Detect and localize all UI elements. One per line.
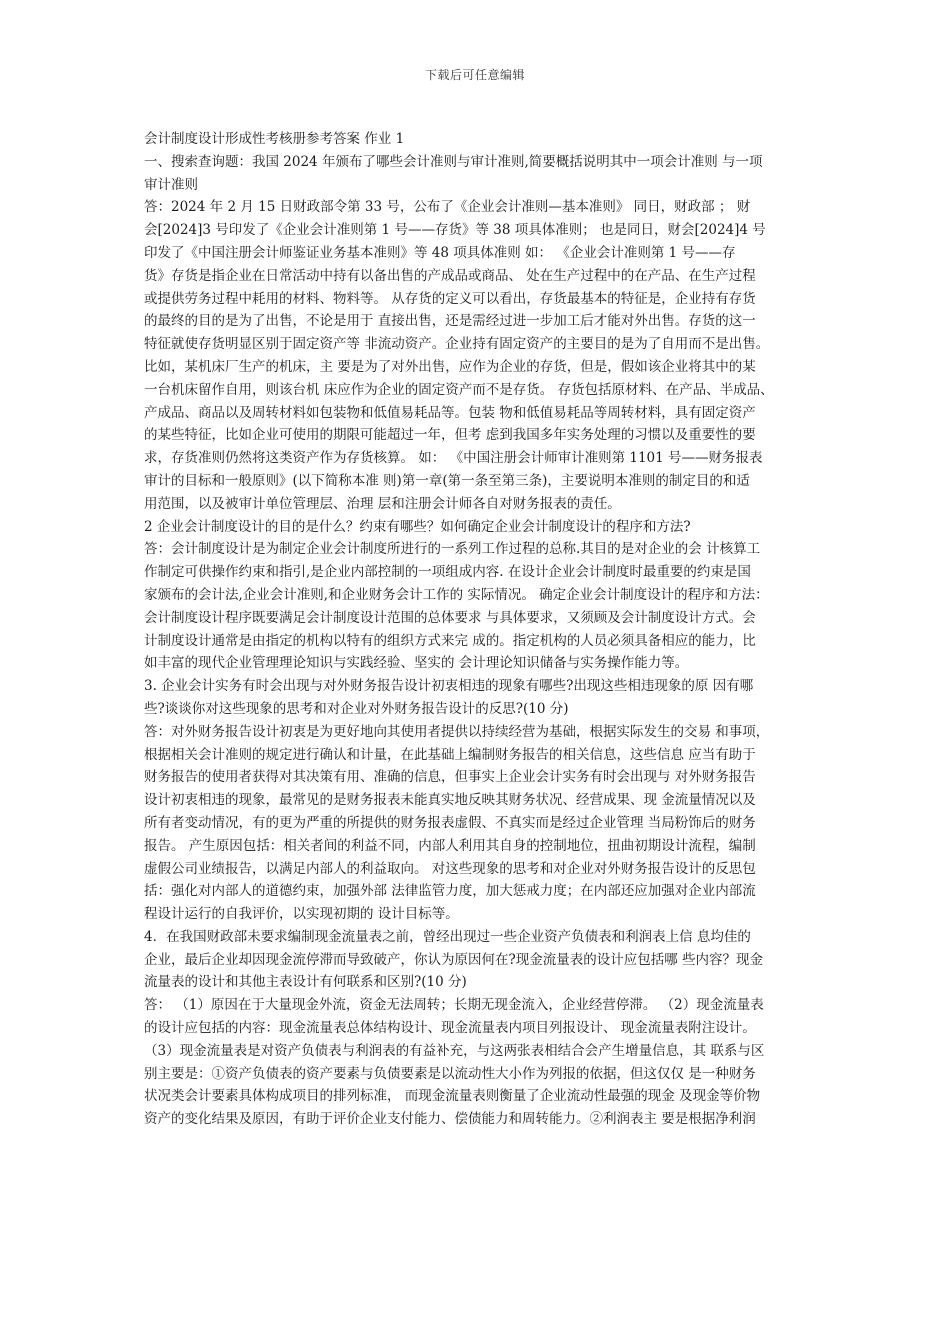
- document-line: 程设计运行的自我评价，以实现初期的 设计目标等。: [144, 906, 459, 923]
- document-line: 状况类会计要素具体构成项目的排列标准， 而现金流量表则衡量了企业流动性最强的现金 及现金等价物: [144, 1088, 761, 1105]
- document-line: （3）现金流量表是对资产负债表与利润表的有益补充，与这两张表相结合会产生增量信息，其 联系与区: [144, 1042, 765, 1059]
- document-line: 的最终的目的是为了出售，不论是用于 直接出售，还是需经过进一步加工后才能对外出售。存货的这一: [144, 313, 756, 330]
- document-line: 会计制度设计程序既要满足会计制度设计范围的总体要求 与具体要求，又须顾及会计制度设计方式。会: [144, 609, 756, 626]
- document-line: 答：会计制度设计是为制定企业会计制度所进行的一系列工作过程的总称.其目的是对企业的会 计核算工: [144, 541, 761, 558]
- document-line: 货》存货是指企业在日常活动中持有以备出售的产成品或商品、 处在生产过程中的在产品、在生产过程: [144, 267, 756, 284]
- document-line: 作制定可供操作约束和指引,是企业内部控制的一项组成内容. 在设计企业会计制度时最重要的约束是国: [144, 564, 751, 581]
- document-line: 设计初衷相违的现象，最常见的是财务报表未能真实地反映其财务状况、经营成果、现 金流量情况以及: [144, 792, 756, 809]
- document-line: 一、搜索查询题：我国 2024 年颁布了哪些会计准则与审计准则,简要概括说明其中一项会计准则 与一项: [144, 153, 763, 170]
- document-line: 比如，某机床厂生产的机床，主 要是为了对外出售，应作为企业的存货，但是，假如该企业将其中的某: [144, 358, 756, 375]
- document-line: 印发了《中国注册会计师鉴证业务基本准则》等 48 项具体准则 如： 《企业会计准则第 1 号——存: [144, 244, 736, 261]
- document-line: 用范围，以及被审计单位管理层、治理 层和注册会计师各自对财务报表的责任。: [144, 495, 621, 512]
- document-line: 如丰富的现代企业管理理论知识与实践经验、坚实的 会计理论知识储备与实务操作能力等。: [144, 655, 689, 672]
- document-line: 流量表的设计和其他主表设计有何联系和区别?(10 分): [144, 974, 467, 991]
- document-line: 或提供劳务过程中耗用的材料、物料等。 从存货的定义可以看出，存货最基本的特征是，企业持有存货: [144, 290, 756, 307]
- document-line: 答：2024 年 2 月 15 日财政部令第 33 号，公布了《企业会计准则—基本准则》 同日，财政部 ； 财: [144, 199, 751, 216]
- document-line: 审计的目标和一般原则》(以下简称本准 则)第一章(第一条至第三条)，主要说明本准则的制定目的和适: [144, 472, 750, 489]
- document-line: 会计制度设计形成性考核册参考答案 作业 1: [144, 131, 405, 147]
- document-line: 的某些特征，比如企业可使用的期限可能超过一年，但考 虑到我国多年实务处理的习惯以及重要性的要: [144, 427, 756, 444]
- document-line: 2 企业会计制度设计的目的是什么？约束有哪些？如何确定企业会计制度设计的程序和方法?: [144, 518, 691, 535]
- document-line: 求，存货准则仍然将这类资产作为存货核算。 如： 《中国注册会计师审计准则第 1101 号——财务报表: [144, 450, 763, 467]
- document-line: 家颁布的会计法,企业会计准则,和企业财务会计工作的 实际情况。 确定企业会计制度设计的程序和方法：: [144, 586, 769, 603]
- document-line: 些?谈谈你对这些现象的思考和对企业对外财务报告设计的反思?(10 分): [144, 700, 569, 717]
- document-line: 别主要是：①资产负债表的资产要素与负债要素是以流动性大小作为列报的依据，但这仅仅 是一种财务: [144, 1065, 756, 1082]
- document-line: 特征就使存货明显区别于固定资产等 非流动资产。企业持有固定资产的主要目的是为了自用而不是出售。: [144, 336, 770, 353]
- document-line: 答： （1）原因在于大量现金外流，资金无法周转；长期无现金流入，企业经营停滞。 （2）现金流量表: [144, 997, 764, 1014]
- document-line: 报告。 产生原因包括：相关者间的利益不同，内部人利用其自身的控制地位，扭曲初期设计流程，编制: [144, 837, 756, 854]
- document-body: [144, 128, 810, 1131]
- document-line: 3. 企业会计实务有时会出现与对外财务报告设计初衷相违的现象有哪些?出现这些相违现象的原 因有哪: [144, 678, 754, 695]
- document-line: 企业，最后企业却因现金流停滞而导致破产，你认为原因何在?现金流量表的设计应包括哪 些内容？现金: [144, 951, 764, 968]
- document-line: 计制度设计通常是由指定的机构以特有的组织方式来完 成的。指定机构的人员必须具备相应的能力，比: [144, 632, 756, 649]
- document-line: 产成品、商品以及周转材料如包装物和低值易耗品等。包装 物和低值易耗品等周转材料，具有固定资产: [144, 404, 756, 421]
- document-line: 的设计应包括的内容：现金流量表总体结构设计、现金流量表内项目列报设计、 现金流量表附注设计。: [144, 1020, 756, 1037]
- document-line: 一台机床留作自用，则该台机 床应作为企业的固定资产而不是存货。 存货包括原材料、在产品、半成品、: [144, 381, 774, 398]
- document-line: 财务报告的使用者获得对其决策有用、准确的信息，但事实上企业会计实务有时会出现与 对外财务报告: [144, 769, 756, 786]
- document-line: 审计准则: [144, 176, 198, 193]
- document-line: 4．在我国财政部未要求编制现金流量表之前，曾经出现过一些企业资产负债表和利润表上信 息均佳的: [144, 928, 751, 945]
- page-header: 下载后可任意编辑: [424, 68, 525, 82]
- document-line: 会[2024]3 号印发了《企业会计准则第 1 号——存货》等 38 项具体准则； 也是同日，财会[2024]4 号: [144, 222, 766, 239]
- document-line: 所有者变动情况，有的更为严重的所提供的财务报表虚假、不真实而是经过企业管理 当局粉饰后的财务: [144, 814, 756, 831]
- document-line: 资产的变化结果及原因，有助于评价企业支付能力、偿债能力和周转能力。②利润表主 要是根据净利润: [144, 1111, 756, 1128]
- document-line: 括：强化对内部人的道德约束，加强外部 法律监管力度，加大惩戒力度；在内部还应加强对企业内部流: [144, 883, 756, 900]
- document-line: 虚假公司业绩报告，以满足内部人的利益取向。 对这些现象的思考和对企业对外财务报告设计的反思包: [144, 860, 756, 877]
- document-line: 答：对外财务报告设计初衷是为更好地向其使用者提供以持续经营为基础，根据实际发生的交易 和事项，: [144, 723, 770, 740]
- document-line: 根据相关会计准则的规定进行确认和计量，在此基础上编制财务报告的相关信息，这些信息 应当有助于: [144, 746, 756, 763]
